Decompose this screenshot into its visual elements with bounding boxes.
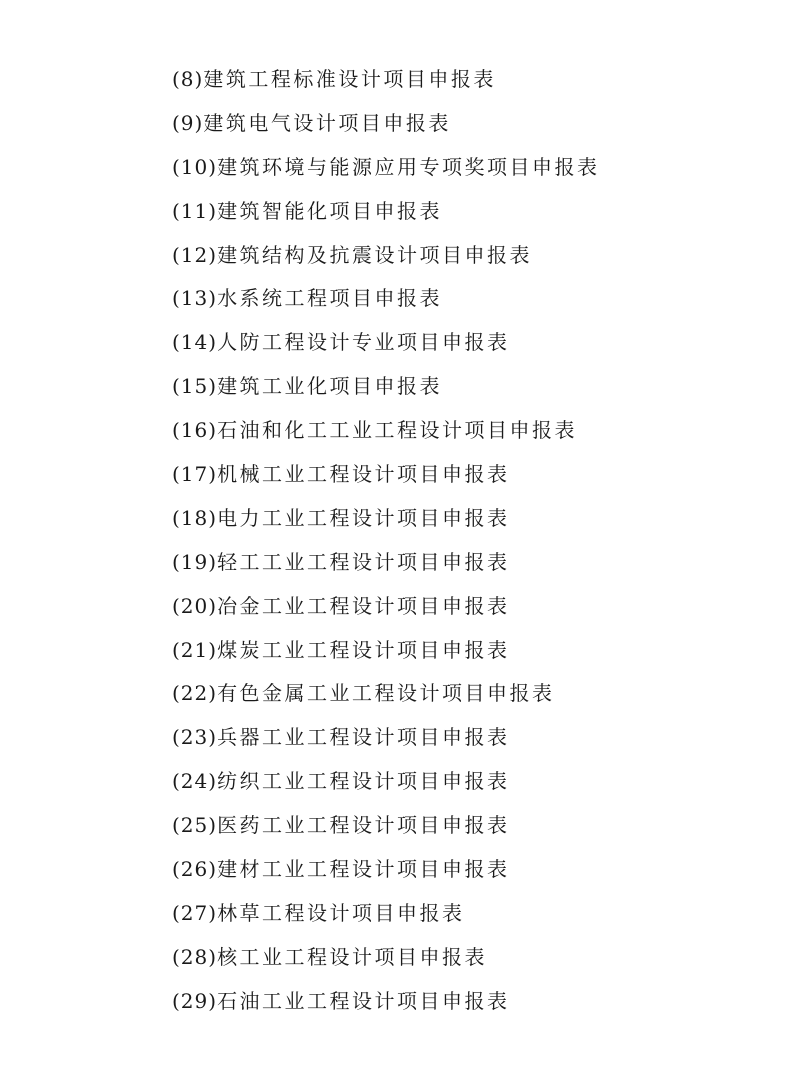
list-item — [172, 760, 600, 804]
list-item — [172, 234, 600, 278]
item-text: 轻工工业工程设计项目申报表 — [217, 549, 510, 574]
list-item — [172, 58, 600, 102]
item-number: (22) — [172, 681, 218, 706]
item-number: (8) — [172, 67, 204, 91]
item-number: (20) — [172, 593, 218, 618]
application-form-list — [172, 58, 600, 1024]
item-text: 电力工业工程设计项目申报表 — [217, 505, 510, 530]
list-item — [172, 629, 600, 673]
item-number: (16) — [172, 418, 218, 443]
list-item — [172, 892, 600, 936]
item-text: 石油和化工工业工程设计项目申报表 — [217, 418, 578, 443]
item-number: (13) — [172, 286, 218, 311]
item-text: 建材工业工程设计项目申报表 — [217, 857, 510, 882]
item-text: 兵器工业工程设计项目申报表 — [217, 725, 510, 750]
list-item — [172, 804, 600, 848]
list-item — [172, 980, 600, 1024]
item-number: (10) — [172, 154, 218, 179]
list-item — [172, 277, 600, 321]
list-item — [172, 190, 600, 234]
item-text: 林草工程设计项目申报表 — [217, 900, 465, 925]
list-item — [172, 672, 600, 716]
list-item — [172, 585, 600, 629]
list-item — [172, 409, 600, 453]
item-text: 医药工业工程设计项目申报表 — [217, 813, 510, 838]
item-number: (14) — [172, 330, 218, 355]
item-number: (17) — [172, 462, 218, 487]
item-text: 水系统工程项目申报表 — [217, 286, 443, 311]
item-number: (26) — [172, 857, 218, 882]
item-number: (28) — [172, 944, 218, 969]
item-number: (11) — [172, 198, 218, 223]
item-text: 建筑环境与能源应用专项奖项目申报表 — [217, 154, 600, 179]
item-number: (21) — [172, 637, 218, 662]
item-number: (18) — [172, 505, 218, 530]
item-number: (25) — [172, 813, 218, 838]
list-item — [172, 146, 600, 190]
item-number: (9) — [172, 110, 204, 135]
item-text: 冶金工业工程设计项目申报表 — [217, 593, 510, 618]
item-number: (23) — [172, 725, 218, 750]
list-item — [172, 453, 600, 497]
item-text: 有色金属工业工程设计项目申报表 — [217, 681, 555, 706]
item-text: 机械工业工程设计项目申报表 — [217, 462, 510, 487]
item-number: (19) — [172, 549, 218, 574]
item-number: (29) — [172, 988, 218, 1013]
item-text: 建筑结构及抗震设计项目申报表 — [217, 242, 533, 267]
list-item — [172, 541, 600, 585]
item-text: 煤炭工业工程设计项目申报表 — [217, 637, 510, 662]
list-item — [172, 716, 600, 760]
list-item — [172, 321, 600, 365]
item-number: (24) — [172, 769, 218, 794]
item-text: 建筑电气设计项目申报表 — [203, 110, 451, 135]
item-text: 建筑智能化项目申报表 — [217, 198, 443, 223]
list-item — [172, 936, 600, 980]
item-number: (15) — [172, 374, 218, 399]
item-text: 建筑工程标准设计项目申报表 — [203, 67, 496, 91]
list-item — [172, 848, 600, 892]
item-number: (27) — [172, 900, 218, 925]
item-text: 建筑工业化项目申报表 — [217, 374, 443, 399]
item-text: 石油工业工程设计项目申报表 — [217, 988, 510, 1013]
list-item — [172, 497, 600, 541]
list-item — [172, 365, 600, 409]
item-text: 人防工程设计专业项目申报表 — [217, 330, 510, 355]
item-text: 纺织工业工程设计项目申报表 — [217, 769, 510, 794]
item-number: (12) — [172, 242, 218, 267]
item-text: 核工业工程设计项目申报表 — [217, 944, 488, 969]
list-item — [172, 102, 600, 146]
